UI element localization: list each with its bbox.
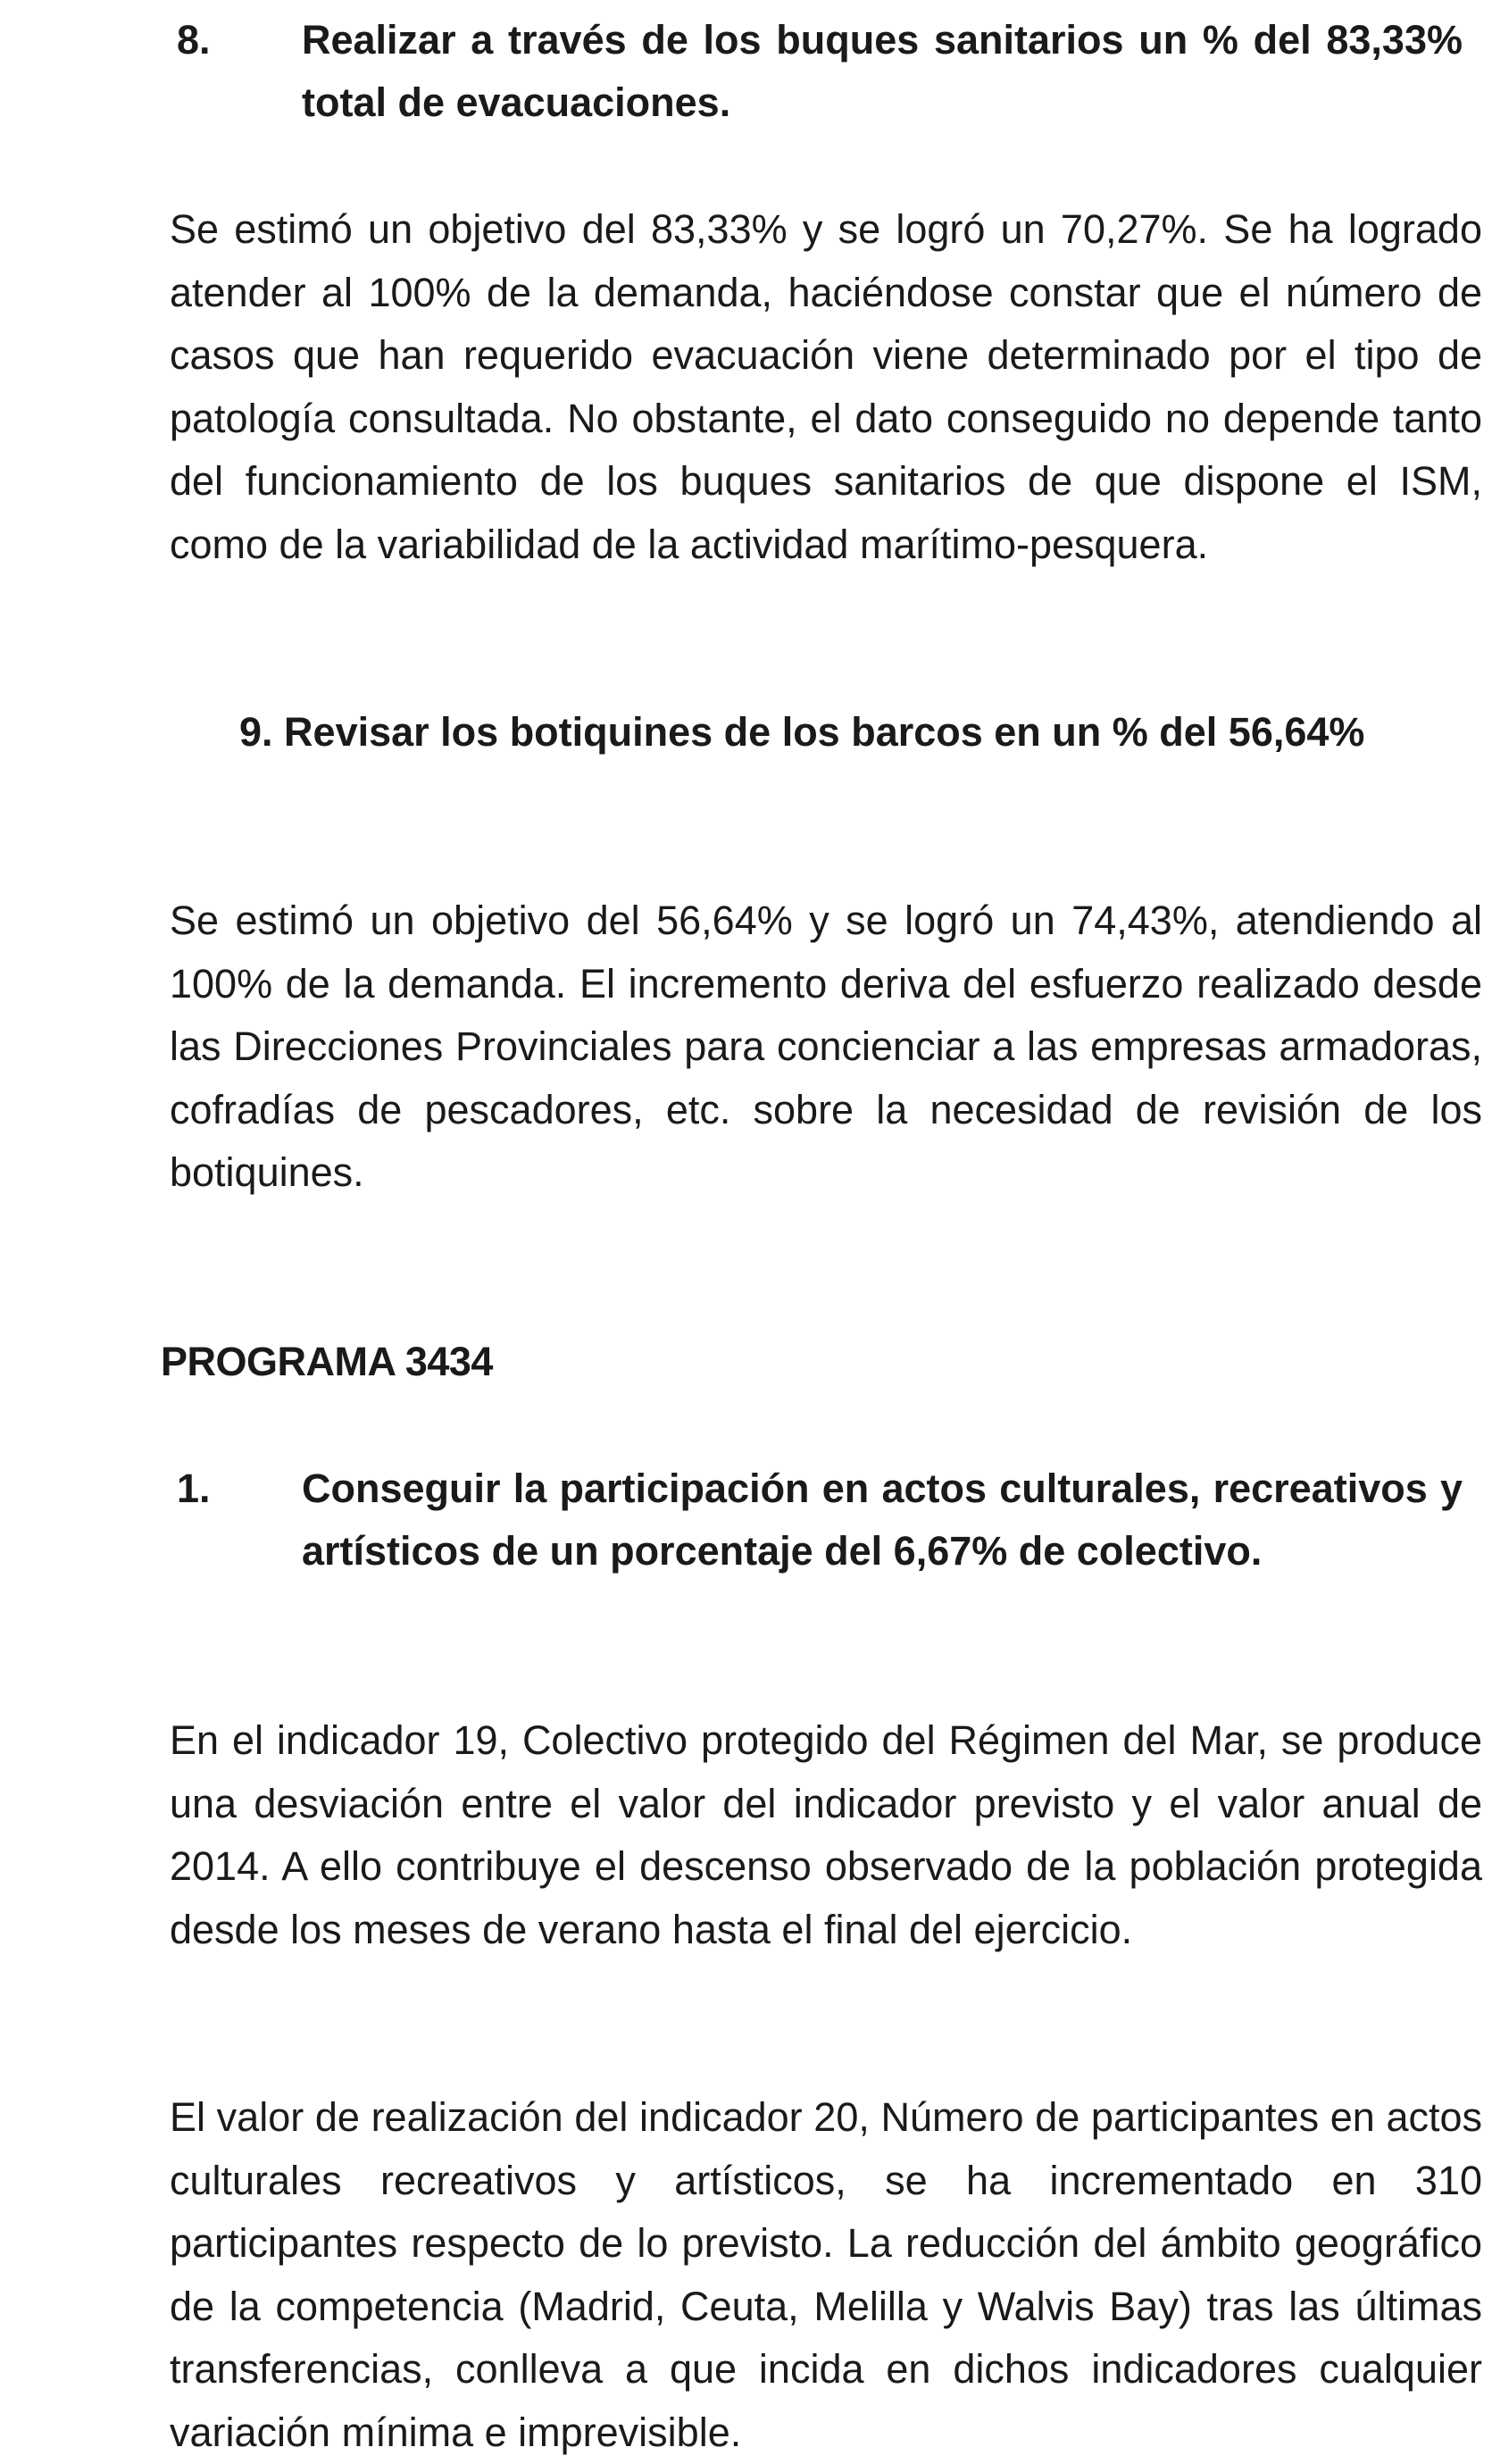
program-title: PROGRAMA 3434 bbox=[161, 1339, 493, 1384]
objective-9-text: Revisar los botiquines de los barcos en un % del 56,64% bbox=[284, 709, 1365, 755]
objective-1-heading bbox=[177, 1458, 1463, 1583]
objective-9-paragraph: Se estimó un objetivo del 56,64% y se logró un 74,43%, atendiendo al 100% de la demanda. El incremento deriva del esfuerzo realizado desde las Direcciones Provinciales para concienciar a las empresas armadoras, cofradías de pescadores, etc. sobre la necesidad de revisión de los botiquines. bbox=[170, 898, 1482, 1195]
objective-1-number: 1. bbox=[177, 1466, 211, 1511]
objective-8-paragraph: Se estimó un objetivo del 83,33% y se logró un 70,27%. Se ha logrado atender al 100% de la demanda, haciéndose constar que el número de casos que han requerido evacuación viene determinado por el tipo de patología consultada. No obstante, el dato conseguido no depende tanto del funcionamiento de los buques sanitarios de que dispone el ISM, como de la variabilidad de la actividad marítimo-pesquera. bbox=[170, 206, 1482, 567]
objective-9-heading bbox=[239, 701, 1463, 764]
indicator-19-paragraph: En el indicador 19, Colectivo protegido del Régimen del Mar, se produce una desviación entre el valor del indicador previsto y el valor anual de 2014. A ello contribuye el descenso observado de la población protegida desde los meses de verano hasta el final del ejercicio. bbox=[170, 1717, 1482, 1952]
objective-1-text: Conseguir la participación en actos culturales, recreativos y artísticos de un porcentaje del 6,67% de colectivo. bbox=[302, 1466, 1463, 1574]
objective-8-number: 8. bbox=[177, 17, 211, 63]
objective-8-heading bbox=[177, 9, 1463, 134]
indicator-20-paragraph: El valor de realización del indicador 20, Número de participantes en actos culturales recreativos y artísticos, se ha incrementado en 310 participantes respecto de lo previsto. La reducción del ámbito geográfico de la competencia (Madrid, Ceuta, Melilla y Walvis Bay) tras las últimas transferencias, conlleva a que incida en dichos indicadores cualquier variación mínima e imprevisible. bbox=[170, 2094, 1482, 2455]
objective-9-number: 9. bbox=[239, 709, 273, 755]
objective-8-text: Realizar a través de los buques sanitarios un % del 83,33% total de evacuaciones. bbox=[302, 17, 1463, 125]
